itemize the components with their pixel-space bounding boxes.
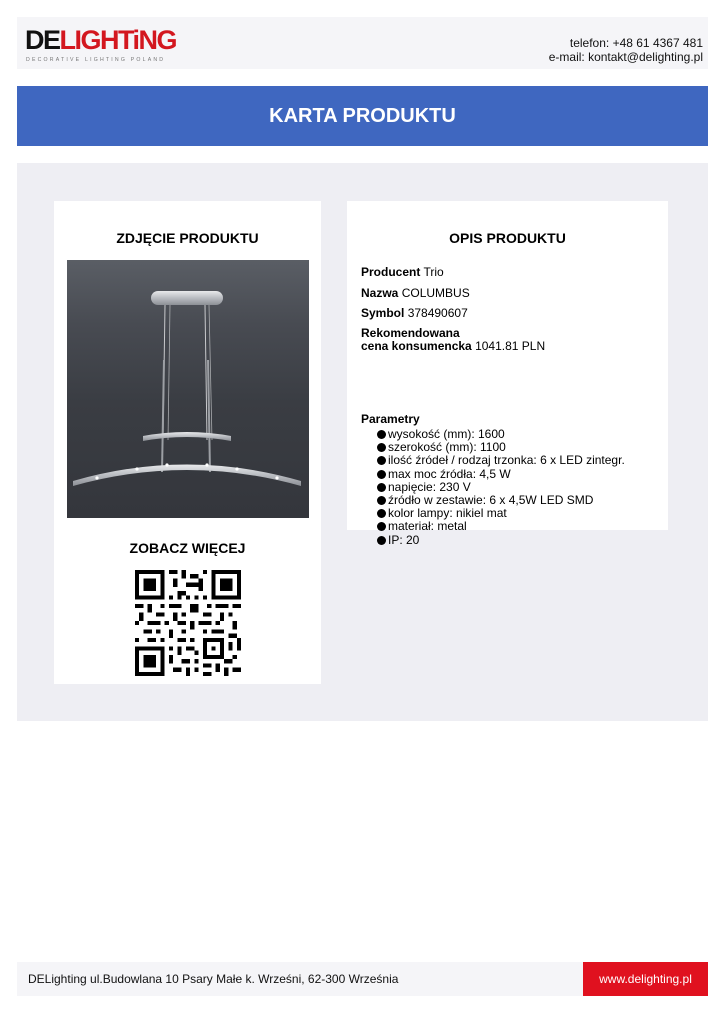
bullet-icon — [377, 443, 386, 452]
photo-section-title: ZDJĘCIE PRODUKTU — [116, 230, 259, 246]
param-item — [377, 534, 625, 547]
price-value: 1041.81 PLN — [475, 339, 546, 353]
footer-website-link[interactable]: www.delighting.pl — [583, 962, 708, 996]
product-photo — [67, 260, 309, 518]
producer-label: Producent — [361, 265, 421, 279]
bullet-icon — [377, 496, 386, 505]
param-text: źródło w zestawie: 6 x 4,5W LED SMD — [388, 493, 594, 508]
symbol-value: 378490607 — [407, 306, 468, 320]
producer-row — [361, 266, 444, 279]
param-text: max moc źródła: 4,5 W — [388, 466, 511, 481]
logo-wordmark-dark: DE — [25, 25, 60, 55]
param-text: ilość źródeł / rodzaj trzonka: 6 x LED zintegr. — [388, 453, 625, 468]
description-card — [347, 201, 668, 547]
param-text: kolor lampy: nikiel mat — [388, 506, 507, 521]
logo-wordmark-red: LIGHTiNG — [59, 25, 177, 55]
bullet-icon — [377, 509, 386, 518]
contact-email[interactable]: e-mail: kontakt@delighting.pl — [548, 50, 703, 64]
bullet-icon — [377, 536, 386, 545]
bullet-icon — [377, 522, 386, 531]
contact-phone[interactable]: telefon: +48 61 4367 481 — [569, 36, 703, 50]
bullet-icon — [377, 483, 386, 492]
see-more-title: ZOBACZ WIĘCEJ — [129, 540, 246, 556]
footer — [17, 962, 708, 996]
name-row — [361, 287, 470, 300]
logo-tagline: DECORATIVE LIGHTING POLAND — [26, 57, 166, 63]
contact-info — [549, 36, 703, 64]
symbol-row — [361, 307, 468, 320]
qr-code-icon[interactable] — [135, 570, 241, 676]
name-label: Nazwa — [361, 286, 399, 300]
param-text: materiał: metal — [388, 519, 467, 534]
photo-card — [54, 201, 321, 684]
page-title: KARTA PRODUKTU — [17, 86, 708, 146]
logo-wordmark — [25, 23, 176, 57]
params-list — [377, 428, 625, 547]
symbol-label: Symbol — [361, 306, 405, 320]
param-text: napięcie: 230 V — [388, 479, 471, 494]
price-row — [361, 327, 545, 353]
bullet-icon — [377, 470, 386, 479]
main-content — [17, 163, 708, 721]
brand-logo[interactable] — [25, 23, 185, 65]
name-value: COLUMBUS — [401, 286, 470, 300]
header — [17, 17, 708, 69]
param-text: wysokość (mm): 1600 — [388, 427, 505, 441]
product-lamp-image — [67, 260, 309, 518]
param-text: szerokość (mm): 1100 — [388, 440, 506, 455]
price-label-line1: Rekomendowana — [361, 326, 460, 340]
bullet-icon — [377, 430, 386, 439]
params-title: Parametry — [361, 412, 420, 426]
bullet-icon — [377, 456, 386, 465]
param-text: IP: 20 — [388, 532, 420, 547]
footer-address: DELighting ul.Budowlana 10 Psary Małe k. Wrześni, 62-300 Września — [28, 972, 399, 986]
price-label-line2: cena konsumencka — [361, 339, 472, 353]
producer-value: Trio — [423, 265, 444, 279]
description-title: OPIS PRODUKTU — [449, 230, 566, 246]
